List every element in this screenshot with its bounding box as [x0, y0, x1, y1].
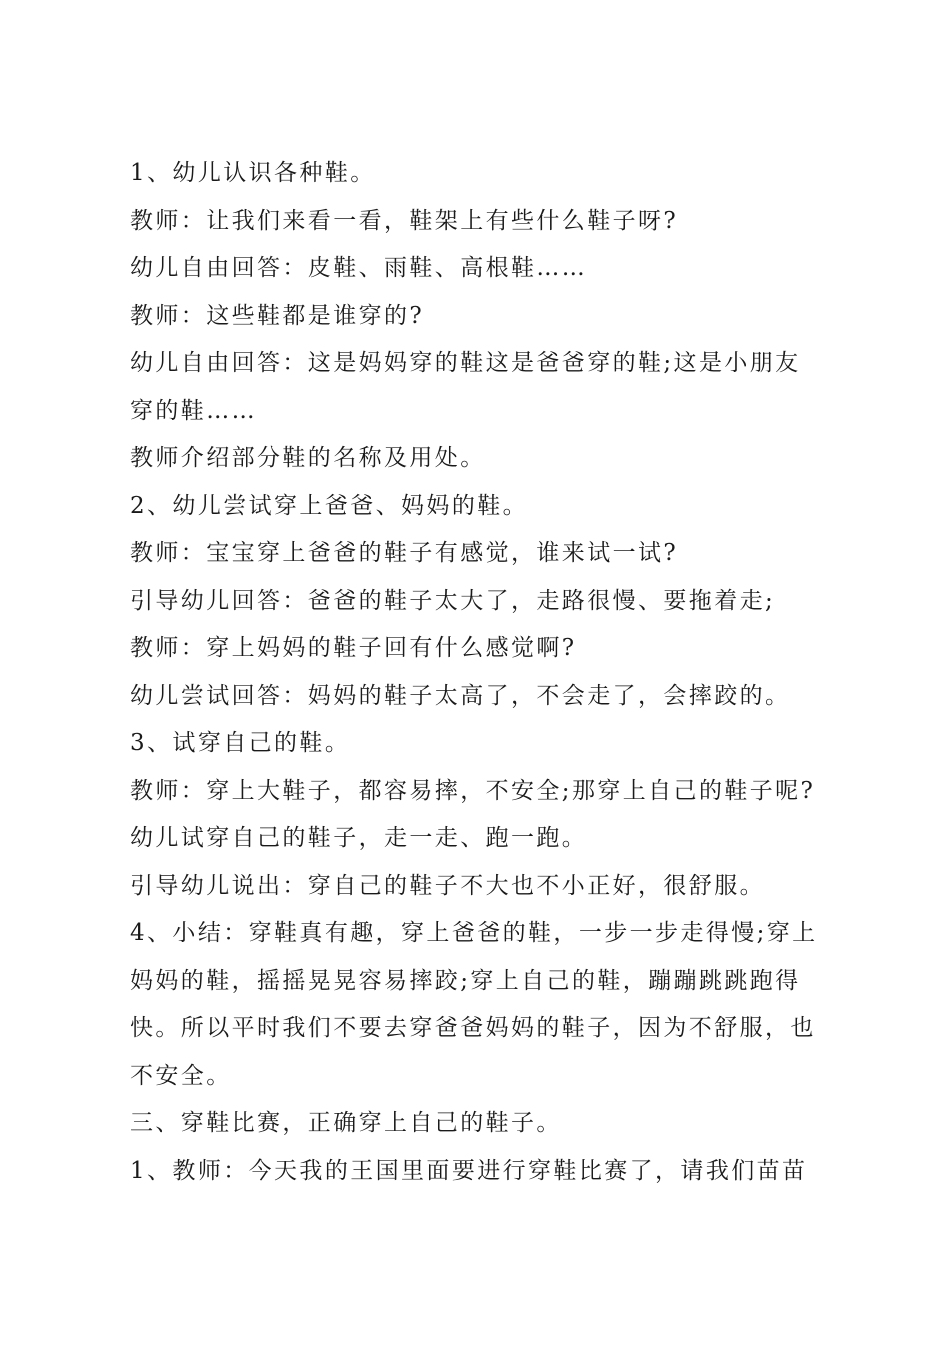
- text-line: 教师：穿上妈妈的鞋子回有什么感觉啊?: [130, 635, 577, 661]
- text-line: 1、教师：今天我的王国里面要进行穿鞋比赛了，请我们苗苗: [130, 1157, 808, 1184]
- text-line: 幼儿试穿自己的鞋子，走一走、跑一跑。: [130, 825, 588, 851]
- text-line: 不安全。: [130, 1062, 232, 1089]
- text-line: 幼儿自由回答：皮鞋、雨鞋、高根鞋……: [130, 255, 588, 281]
- text-line: 引导幼儿回答：爸爸的鞋子太大了，走路很慢、要拖着走;: [130, 587, 776, 614]
- text-line: 1、幼儿认识各种鞋。: [130, 160, 376, 186]
- text-line: 教师介绍部分鞋的名称及用处。: [130, 445, 486, 471]
- text-line: 教师：这些鞋都是谁穿的?: [130, 302, 425, 329]
- text-line: 妈妈的鞋，摇摇晃晃容易摔跤;穿上自己的鞋，蹦蹦跳跳跑得: [130, 967, 801, 994]
- text-line: 穿的鞋……: [130, 397, 257, 424]
- text-line: 教师：让我们来看一看，鞋架上有些什么鞋子呀?: [130, 207, 679, 234]
- text-line: 快。所以平时我们不要去穿爸爸妈妈的鞋子，因为不舒服，也: [130, 1015, 816, 1041]
- text-line: 教师：穿上大鞋子，都容易摔，不安全;那穿上自己的鞋子呢?: [130, 777, 816, 804]
- text-line: 3、试穿自己的鞋。: [130, 730, 351, 756]
- text-line: 幼儿尝试回答：妈妈的鞋子太高了，不会走了，会摔跤的。: [130, 682, 791, 709]
- text-line: 引导幼儿说出：穿自己的鞋子不大也不小正好，很舒服。: [130, 872, 765, 899]
- text-line: 4、小结：穿鞋真有趣，穿上爸爸的鞋，一步一步走得慢;穿上: [130, 920, 818, 946]
- text-line: 三、穿鞋比赛，正确穿上自己的鞋子。: [130, 1110, 562, 1136]
- text-line: 2、幼儿尝试穿上爸爸、妈妈的鞋。: [130, 492, 529, 519]
- text-line: 教师：宝宝穿上爸爸的鞋子有感觉，谁来试一试?: [130, 540, 679, 566]
- text-line: 幼儿自由回答：这是妈妈穿的鞋这是爸爸穿的鞋;这是小朋友: [130, 350, 801, 376]
- document-body: [130, 150, 830, 1195]
